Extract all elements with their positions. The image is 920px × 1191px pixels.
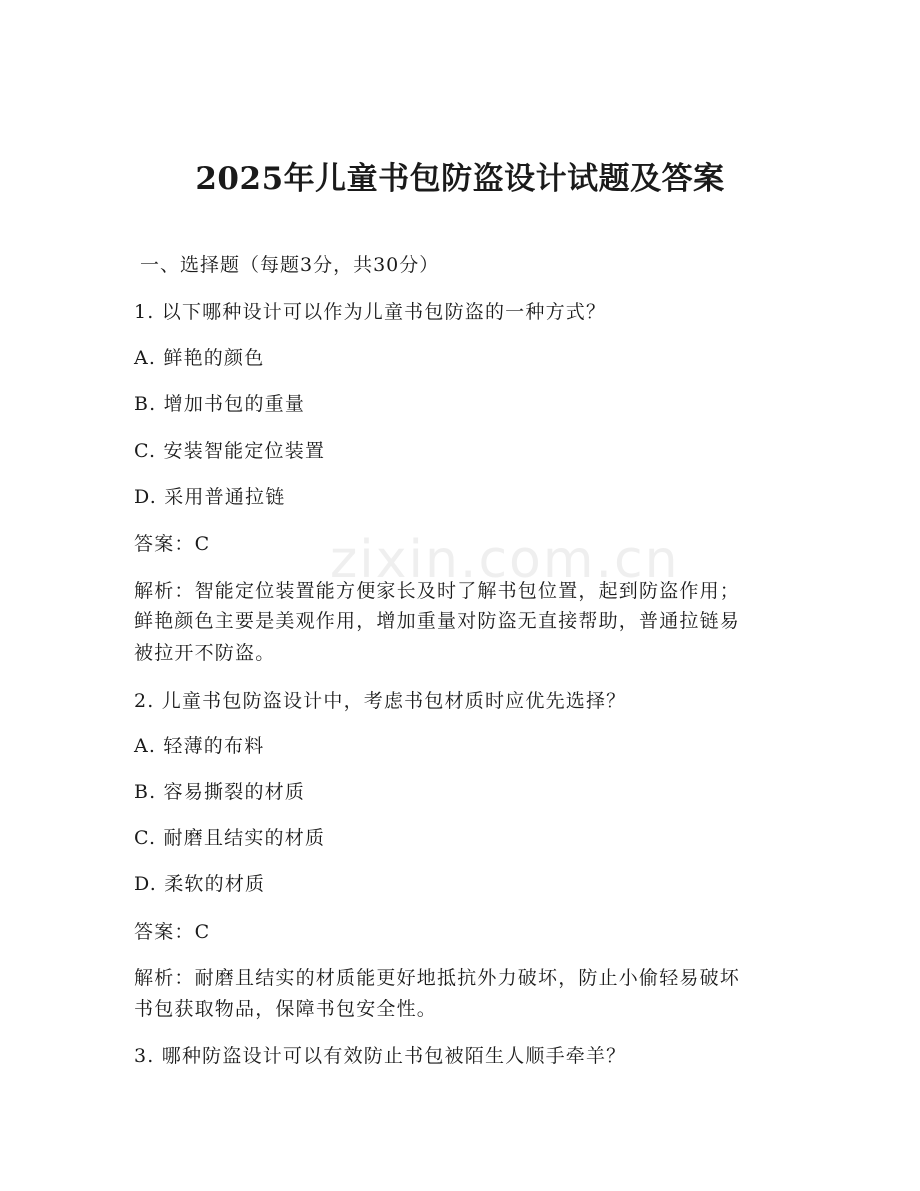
question-1-analysis-line-1: 解析：智能定位装置能方便家长及时了解书包位置，起到防盗作用； [134, 580, 741, 602]
question-1-option-a: A. 鲜艳的颜色 [134, 347, 265, 369]
question-3-text: 3. 哪种防盗设计可以有效防止书包被陌生人顺手牵羊？ [134, 1045, 627, 1067]
question-1-analysis-line-3: 被拉开不防盗。 [134, 642, 276, 664]
question-1-option-c: C. 安装智能定位装置 [134, 440, 326, 462]
question-1-analysis-line-2: 鲜艳颜色主要是美观作用，增加重量对防盗无直接帮助，普通拉链易 [134, 610, 741, 632]
question-2-analysis-line-1: 解析：耐磨且结实的材质能更好地抵抗外力破坏，防止小偷轻易破坏 [134, 967, 741, 989]
question-2-option-a: A. 轻薄的布料 [134, 735, 265, 757]
watermark: zixin.com.cn [330, 530, 680, 590]
question-2-option-c: C. 耐磨且结实的材质 [134, 827, 326, 849]
question-2-option-d: D. 柔软的材质 [134, 873, 266, 895]
question-1-text: 1. 以下哪种设计可以作为儿童书包防盗的一种方式？ [134, 301, 607, 323]
question-2-answer: 答案：C [134, 921, 211, 943]
document-title: 2025年儿童书包防盗设计试题及答案 [195, 161, 725, 197]
section-heading: 一、选择题（每题3分，共30分） [140, 254, 440, 276]
question-2-analysis-line-2: 书包获取物品，保障书包安全性。 [134, 998, 438, 1020]
question-2-option-b: B. 容易撕裂的材质 [134, 781, 306, 803]
question-1-option-b: B. 增加书包的重量 [134, 393, 306, 415]
question-2-text: 2. 儿童书包防盗设计中，考虑书包材质时应优先选择？ [134, 690, 627, 712]
question-1-option-d: D. 采用普通拉链 [134, 486, 286, 508]
question-1-answer: 答案：C [134, 533, 211, 555]
